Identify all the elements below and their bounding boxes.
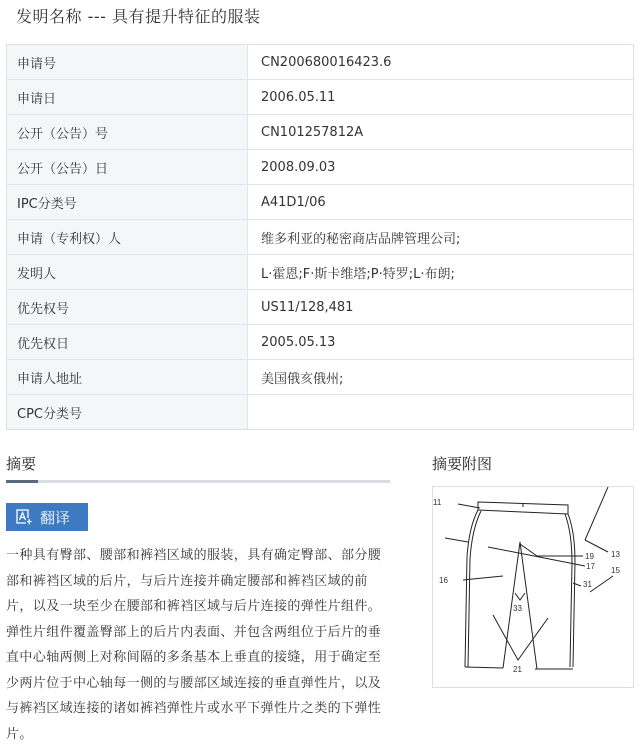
abstract-heading: 摘要 <box>6 455 37 473</box>
table-row <box>7 185 634 220</box>
table-row <box>7 360 634 395</box>
label-cpc: CPC分类号 <box>7 395 248 430</box>
label-11: 11 <box>433 498 442 507</box>
label-application-number: 申请号 <box>7 45 248 80</box>
abstract-figure-image <box>432 486 634 688</box>
label-priority-date: 优先权日 <box>7 325 248 360</box>
label-13: 13 <box>611 550 620 559</box>
table-row <box>7 45 634 80</box>
label-16: 16 <box>439 576 448 585</box>
label-17: 17 <box>586 562 595 571</box>
label-priority-number: 优先权号 <box>7 290 248 325</box>
value-ipc: A41D1/06 <box>248 185 634 220</box>
translate-button[interactable] <box>6 503 88 531</box>
value-cpc <box>248 395 634 430</box>
abstract-section <box>6 452 390 747</box>
table-row <box>7 290 634 325</box>
abstract-text: 一种具有臀部、腰部和裤裆区域的服装，具有确定臀部、部分腰部和裤裆区域的后片，与后片连接并确定腰部和裤裆区域的前片，以及一块至少在腰部和裤裆区域与后片连接的弹性片组件。弹性片组件覆盖臀部上的后片内表面、并包含两组位于后片的垂直中心轴两侧上对称间隔的多条基本上垂直的接缝，用于确定至少两片位于中心轴每一侧的与腰部区域连接的垂直弹性片，以及与裤裆区域连接的诸如裤裆弹性片或水平下弹性片之类的下弹性片。 <box>6 548 382 742</box>
heading-divider <box>6 480 390 483</box>
value-inventor: L·霍恩;F·斯卡维塔;P·特罗;L·布朗; <box>248 255 634 290</box>
translate-label: 翻译 <box>40 508 71 527</box>
label-publication-date: 公开（公告）日 <box>7 150 248 185</box>
label-applicant: 申请（专利权）人 <box>7 220 248 255</box>
label-33: 33 <box>513 604 522 613</box>
figure-heading: 摘要附图 <box>432 455 493 473</box>
value-applicant: 维多利亚的秘密商店品牌管理公司; <box>248 220 634 255</box>
label-ipc: IPC分类号 <box>7 185 248 220</box>
label-21: 21 <box>513 665 522 674</box>
table-row <box>7 255 634 290</box>
value-publication-number: CN101257812A <box>248 115 634 150</box>
table-row <box>7 325 634 360</box>
abstract-figure-section <box>432 452 634 688</box>
invention-title: 发明名称 --- 具有提升特征的服装 <box>16 7 261 26</box>
table-row <box>7 115 634 150</box>
garment-drawing <box>433 487 633 687</box>
label-15: 15 <box>611 566 620 575</box>
value-priority-number: US11/128,481 <box>248 290 634 325</box>
value-application-number: CN200680016423.6 <box>248 45 634 80</box>
table-row <box>7 80 634 115</box>
value-priority-date: 2005.05.13 <box>248 325 634 360</box>
label-applicant-address: 申请人地址 <box>7 360 248 395</box>
table-row <box>7 150 634 185</box>
table-row <box>7 395 634 430</box>
value-publication-date: 2008.09.03 <box>248 150 634 185</box>
value-application-date: 2006.05.11 <box>248 80 634 115</box>
translate-icon <box>16 509 32 525</box>
label-inventor: 发明人 <box>7 255 248 290</box>
patent-info-table <box>6 44 634 430</box>
label-publication-number: 公开（公告）号 <box>7 115 248 150</box>
value-applicant-address: 美国俄亥俄州; <box>248 360 634 395</box>
heading-accent <box>6 480 38 483</box>
label-application-date: 申请日 <box>7 80 248 115</box>
label-31: 31 <box>583 580 592 589</box>
label-19: 19 <box>585 552 594 561</box>
table-row <box>7 220 634 255</box>
